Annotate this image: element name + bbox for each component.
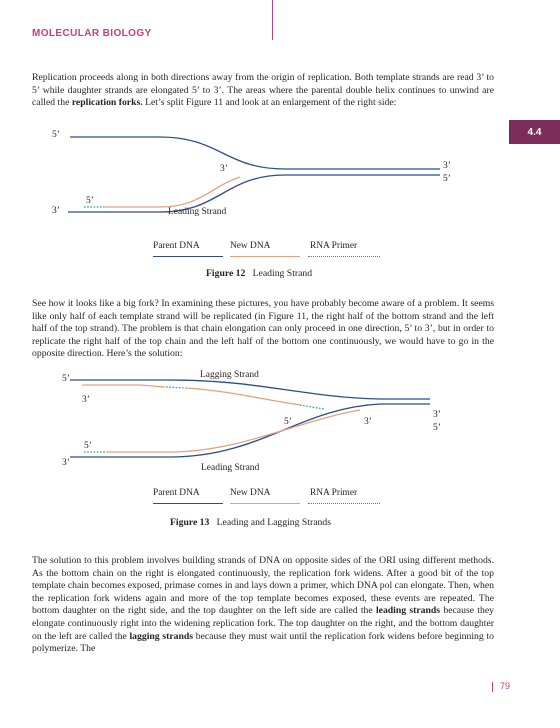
legend-new-dna-2: New DNA (230, 488, 271, 498)
legend-primer-line-2 (308, 503, 380, 504)
chapter-tab: 4.4 (509, 120, 560, 144)
legend-parent-dna-2: Parent DNA (153, 488, 200, 498)
new-dna-leading (104, 177, 240, 207)
page-number: 79 (500, 681, 511, 691)
label-top-5-prime: 5’ (62, 374, 70, 384)
label-3-prime: 3’ (52, 206, 60, 216)
footer-divider (492, 682, 493, 692)
new-dna-leading-2 (106, 410, 360, 452)
legend-new-line (230, 256, 300, 257)
legend-parent-dna: Parent DNA (153, 241, 200, 251)
figure-12-diagram (0, 118, 560, 268)
legend-primer-line (308, 256, 380, 257)
label-5-prime: 5’ (52, 130, 60, 140)
legend-rna-primer: RNA Primer (310, 241, 358, 251)
section-title: MOLECULAR BIOLOGY (32, 28, 152, 39)
label-primer-5-prime: 5’ (86, 196, 94, 206)
legend-new-dna: New DNA (230, 241, 271, 251)
paragraph-1: Replication proceeds along in both directions away from the origin of replication. Both template strands are read 3’ to 5’ while daughter strands are elongated 5’ to 3’. The areas where the parental double helix continues to unwind are called the replication forks. Let’s split Figure 11 and look at an enlargement of the right side: (32, 72, 494, 109)
legend-parent-line (153, 256, 223, 257)
parent-strand-top (70, 137, 440, 169)
label-right-3-prime: 3’ (443, 161, 451, 171)
paragraph-2: See how it looks like a big fork? In examining these pictures, you have probably become aware of a problem. It seems like only half of each template strand will be replicated (in Figure 11, the right half of the bottom strand and the left half of the top strand). The problem is that chain elongation can only proceed in one direction, 5’ to 3’, but in order to replicate the right half of the top chain and the left half of the bottom one continuously, we would have to go in the opposite direction. Here’s the solution: (32, 298, 494, 360)
label-leading-strand: Leading Strand (168, 207, 227, 217)
label-lagging-strand: Lagging Strand (200, 370, 259, 380)
label-right-5-prime: 5’ (443, 174, 451, 184)
figure-12-caption: Figure 12 Leading Strand (206, 268, 313, 279)
lagging-primer-2 (300, 405, 324, 409)
label-right-3-prime-2: 3’ (433, 410, 441, 420)
header-divider (272, 0, 273, 40)
lagging-fragment-1 (82, 385, 165, 387)
label-leading-strand-2: Leading Strand (201, 463, 260, 473)
label-mid-3-prime: 3’ (364, 417, 372, 427)
label-inner-3-prime: 3’ (82, 395, 90, 405)
label-lower-primer-5-prime: 5’ (84, 441, 92, 451)
figure-13-caption: Figure 13 Leading and Lagging Strands (170, 517, 331, 528)
figure-13-diagram (0, 360, 560, 470)
label-bottom-3-prime: 3’ (62, 458, 70, 468)
label-right-5-prime-2: 5’ (433, 423, 441, 433)
legend-parent-line-2 (153, 503, 223, 504)
lagging-fragment-2 (186, 388, 300, 405)
lagging-primer-1 (166, 387, 186, 388)
label-3-prime-end: 3’ (220, 164, 228, 174)
paragraph-3: The solution to this problem involves building strands of DNA on opposite sides of the ORI using different methods. As the bottom chain on the right is elongated continuously, the replication fork widens. After a good bit of the top template chain becomes exposed, primase comes in and lays down a primer, which DNA pol can elongate. Then, when the replication fork widens again and more of the top template becomes exposed, these events are repeated. The bottom daughter on the right side, and the top daughter on the left side are called the leading strands because they elongate continuously right into the widening replication fork. The top daughter on the right, and the bottom daughter on the left are called the lagging strands because they must wait until the replication fork widens before beginning to polymerize. The (32, 555, 494, 655)
legend-rna-primer-2: RNA Primer (310, 488, 358, 498)
parent-strand-bottom-2 (70, 404, 430, 457)
legend-new-line-2 (230, 503, 300, 504)
label-mid-5-prime: 5’ (284, 417, 292, 427)
